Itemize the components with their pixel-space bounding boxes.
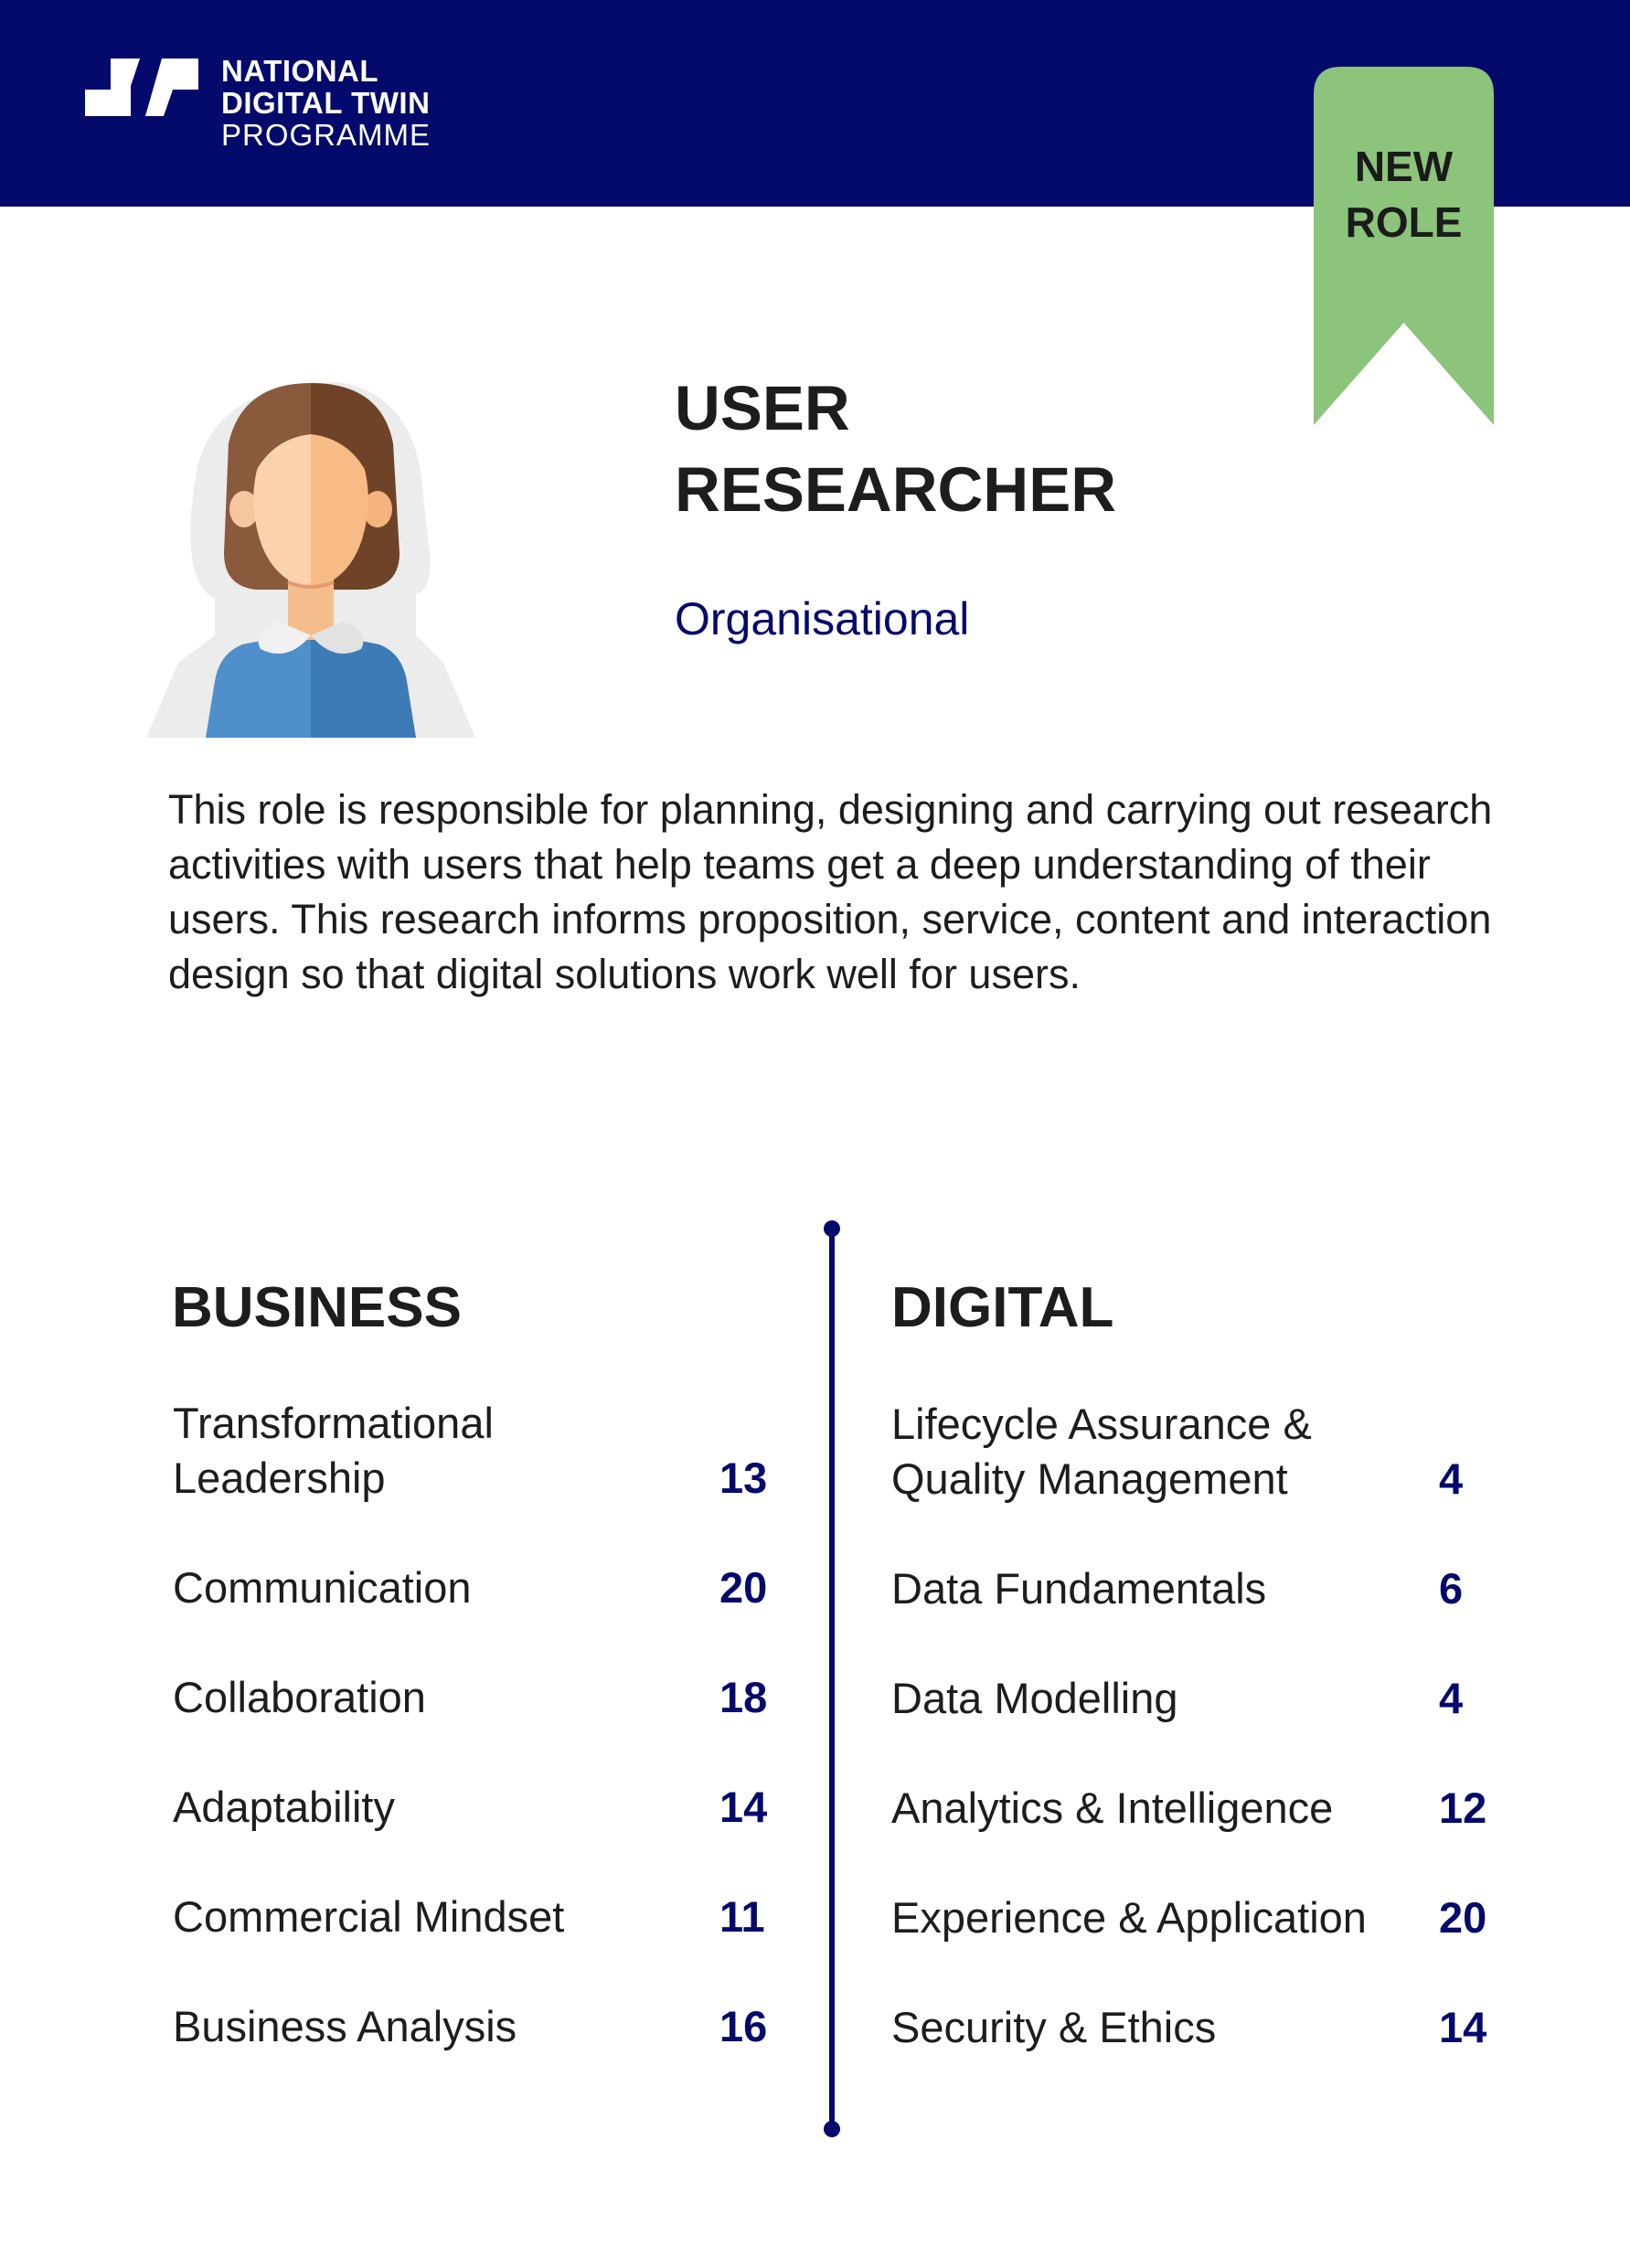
- digital-heading: DIGITAL: [891, 1276, 1114, 1339]
- brand-line-1: NATIONAL: [221, 54, 379, 88]
- skill-label-line-1: Transformational: [173, 1399, 494, 1447]
- role-title: [675, 367, 1116, 530]
- ndtp-logo-icon: [85, 59, 198, 116]
- business-skill-label: Communication: [173, 1563, 472, 1612]
- business-skill-label: Commercial Mindset: [173, 1892, 565, 1941]
- digital-skill-label: Data Modelling: [891, 1674, 1178, 1722]
- business-skill-label: Collaboration: [173, 1673, 426, 1721]
- skill-label-line-2: Quality Management: [891, 1454, 1288, 1503]
- role-title-line-1: USER: [675, 373, 850, 443]
- digital-skill-value: 20: [1439, 1893, 1487, 1942]
- digital-skill-label: Data Fundamentals: [891, 1564, 1267, 1613]
- digital-skill-label: Experience & Application: [891, 1893, 1367, 1942]
- role-title-line-2: RESEARCHER: [675, 454, 1117, 525]
- badge-line-1: NEW: [1354, 143, 1454, 190]
- digital-skill-value: 4: [1439, 1674, 1464, 1722]
- digital-skill-label: [891, 1397, 1312, 1507]
- business-skill-label: [173, 1396, 494, 1506]
- digital-skill-value: 4: [1439, 1454, 1464, 1503]
- role-category: Organisational: [675, 593, 970, 644]
- badge-line-2: ROLE: [1345, 198, 1463, 246]
- brand-line-3: PROGRAMME: [221, 118, 431, 152]
- skill-label-line-1: Lifecycle Assurance &: [891, 1400, 1312, 1448]
- business-skill-label: Adaptability: [173, 1783, 395, 1831]
- divider-top-dot: [824, 1220, 840, 1237]
- skill-label-line-2: Leadership: [173, 1453, 386, 1502]
- column-divider: [829, 1222, 835, 2135]
- role-description: This role is responsible for planning, designing and carrying out research activities with users that help teams get a deep understanding of their users. This research informs proposition, service, content and interaction design so that digital solutions work well for users.: [168, 786, 1493, 997]
- business-skill-value: 16: [719, 2002, 768, 2050]
- divider-bottom-dot: [824, 2121, 840, 2137]
- new-role-badge-text: [1314, 139, 1494, 250]
- business-skill-value: 18: [719, 1673, 768, 1721]
- business-skill-label: Business Analysis: [173, 2002, 517, 2050]
- business-skill-value: 13: [719, 1453, 768, 1502]
- business-skill-value: 20: [719, 1563, 768, 1612]
- business-skill-value: 14: [719, 1783, 768, 1831]
- digital-skill-label: Security & Ethics: [891, 2003, 1217, 2051]
- business-skill-value: 11: [719, 1892, 765, 1941]
- brand-wordmark: [221, 55, 431, 151]
- female-user-avatar-icon: [142, 370, 480, 738]
- digital-skill-value: 6: [1439, 1564, 1464, 1613]
- digital-skill-value: 14: [1439, 2003, 1487, 2051]
- digital-skill-label: Analytics & Intelligence: [891, 1784, 1334, 1832]
- digital-skill-value: 12: [1439, 1784, 1487, 1832]
- brand-line-2: DIGITAL TWIN: [221, 86, 431, 120]
- business-heading: BUSINESS: [172, 1276, 462, 1339]
